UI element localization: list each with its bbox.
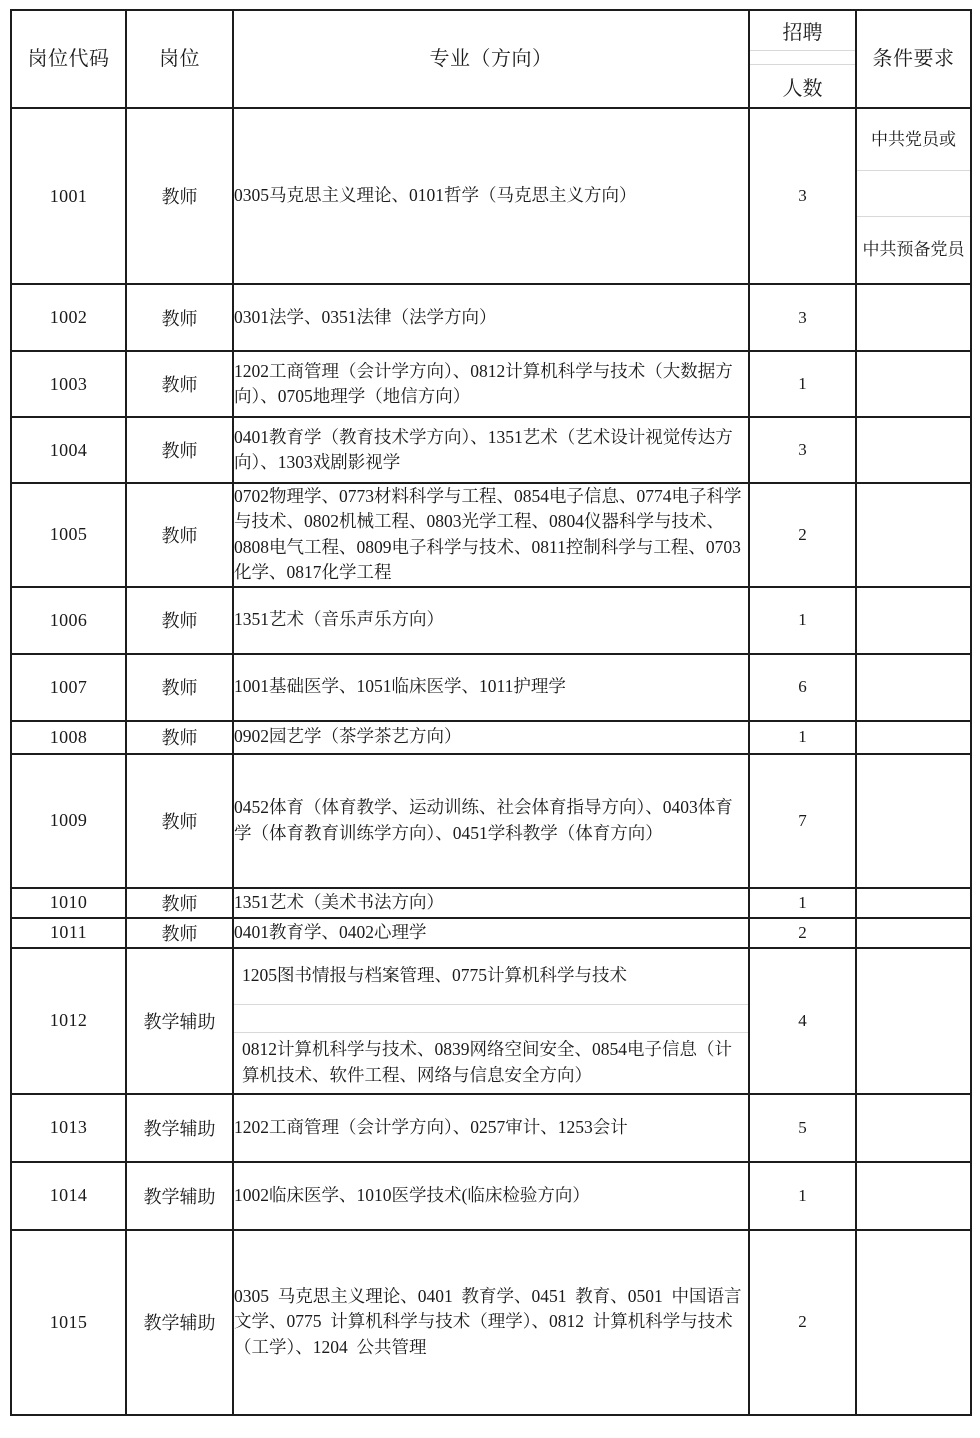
cell-major: 0452体育（体育教学、运动训练、社会体育指导方向）、0403体育学（体育教育训练学方向）、0451学科教学（体育方向） [233, 754, 749, 888]
cell-post: 教师 [126, 108, 233, 284]
cell-code: 1014 [11, 1162, 126, 1230]
cell-requirement [856, 1094, 971, 1162]
cell-post: 教学辅助 [126, 948, 233, 1094]
header-cell-requirement [856, 10, 971, 108]
cell-major: 1001基础医学、1051临床医学、1011护理学 [233, 654, 749, 721]
table-row [11, 754, 971, 888]
header-cell-number [749, 10, 856, 108]
requirement-part-spacer [857, 171, 970, 217]
cell-code: 1010 [11, 888, 126, 918]
table-row [11, 918, 971, 948]
table-row [11, 483, 971, 587]
cell-requirement [856, 888, 971, 918]
table-body [11, 108, 971, 1415]
header-label-requirement: 条件要求 [872, 47, 955, 70]
cell-code: 1003 [11, 351, 126, 417]
cell-post: 教学辅助 [126, 1094, 233, 1162]
cell-post: 教师 [126, 351, 233, 417]
table-row [11, 587, 971, 654]
requirement-part-top: 中共党员或 [857, 109, 970, 171]
cell-requirement [856, 948, 971, 1094]
cell-number: 7 [749, 754, 856, 888]
cell-post: 教师 [126, 721, 233, 754]
major-part-spacer [234, 1005, 748, 1033]
cell-major: 1002临床医学、1010医学技术(临床检验方向） [233, 1162, 749, 1230]
major-part-bottom: 0812计算机科学与技术、0839网络空间安全、0854电子信息（计算机技术、软件工程、网络与信息安全方向） [242, 1039, 732, 1085]
table-row [11, 888, 971, 918]
table-row [11, 284, 971, 351]
requirement-part-bottom: 中共预备党员 [862, 240, 965, 260]
cell-requirement [856, 1162, 971, 1230]
cell-number: 2 [749, 1230, 856, 1415]
cell-number: 1 [749, 351, 856, 417]
cell-major: 0301法学、0351法律（法学方向） [233, 284, 749, 351]
cell-major: 1202工商管理（会计学方向）、0257审计、1253会计 [233, 1094, 749, 1162]
cell-code: 1007 [11, 654, 126, 721]
table-row [11, 351, 971, 417]
cell-major: 0702物理学、0773材料科学与工程、0854电子信息、0774电子科学与技术、0802机械工程、0803光学工程、0804仪器科学与技术、0808电气工程、0809电子科学与技术、0811控制科学与工程、0703化学、0817化学工程 [233, 483, 749, 587]
table-row [11, 1094, 971, 1162]
cell-post: 教师 [126, 284, 233, 351]
cell-number: 6 [749, 654, 856, 721]
major-stack [234, 949, 748, 1093]
cell-number: 3 [749, 108, 856, 284]
cell-major: 0401教育学、0402心理学 [233, 918, 749, 948]
header-cell-code [11, 10, 126, 108]
cell-number: 3 [749, 417, 856, 483]
table-row [11, 721, 971, 754]
cell-requirement [856, 284, 971, 351]
cell-requirement [856, 754, 971, 888]
cell-number: 3 [749, 284, 856, 351]
cell-post: 教师 [126, 918, 233, 948]
cell-code: 1015 [11, 1230, 126, 1415]
cell-code: 1006 [11, 587, 126, 654]
requirement-stack [857, 109, 970, 283]
header-number-spacer [750, 51, 855, 65]
header-label-post: 岗位 [159, 47, 200, 70]
table-row [11, 1162, 971, 1230]
cell-post: 教师 [126, 417, 233, 483]
major-part-top: 1205图书情报与档案管理、0775计算机科学与技术 [234, 949, 748, 1005]
cell-requirement [856, 351, 971, 417]
cell-number: 4 [749, 948, 856, 1094]
table-row [11, 108, 971, 284]
recruitment-positions-table [10, 9, 972, 1416]
cell-post: 教师 [126, 654, 233, 721]
cell-requirement [856, 417, 971, 483]
header-cell-major [233, 10, 749, 108]
cell-number: 5 [749, 1094, 856, 1162]
cell-major [233, 948, 749, 1094]
cell-post: 教师 [126, 888, 233, 918]
cell-number: 2 [749, 918, 856, 948]
table-row [11, 417, 971, 483]
cell-requirement [856, 108, 971, 284]
cell-code: 1002 [11, 284, 126, 351]
cell-requirement [856, 483, 971, 587]
cell-requirement [856, 721, 971, 754]
cell-code: 1008 [11, 721, 126, 754]
cell-number: 1 [749, 1162, 856, 1230]
cell-code: 1012 [11, 948, 126, 1094]
cell-requirement [856, 1230, 971, 1415]
cell-major: 0305马克思主义理论、0101哲学（马克思主义方向） [233, 108, 749, 284]
table-row [11, 654, 971, 721]
cell-number: 1 [749, 721, 856, 754]
header-label-code: 岗位代码 [27, 47, 110, 70]
cell-code: 1013 [11, 1094, 126, 1162]
table-row [11, 948, 971, 1094]
header-number-stack [750, 11, 855, 107]
cell-post: 教学辅助 [126, 1162, 233, 1230]
cell-number: 1 [749, 888, 856, 918]
header-label-number-bottom: 人数 [782, 77, 823, 100]
cell-code: 1001 [11, 108, 126, 284]
cell-code: 1009 [11, 754, 126, 888]
cell-requirement [856, 918, 971, 948]
header-label-number-top: 招聘 [750, 11, 855, 51]
cell-code: 1005 [11, 483, 126, 587]
table-row [11, 1230, 971, 1415]
table-header [11, 10, 971, 108]
header-row [11, 10, 971, 108]
cell-major: 1351艺术（音乐声乐方向） [233, 587, 749, 654]
cell-post: 教师 [126, 754, 233, 888]
cell-major: 0401教育学（教育技术学方向）、1351艺术（艺术设计视觉传达方向）、1303戏剧影视学 [233, 417, 749, 483]
cell-number: 2 [749, 483, 856, 587]
cell-post: 教师 [126, 587, 233, 654]
cell-code: 1004 [11, 417, 126, 483]
header-label-major: 专业（方向） [429, 47, 553, 70]
cell-code: 1011 [11, 918, 126, 948]
cell-major: 1351艺术（美术书法方向） [233, 888, 749, 918]
cell-post: 教师 [126, 483, 233, 587]
cell-major: 0305 马克思主义理论、0401 教育学、0451 教育、0501 中国语言文学、0775 计算机科学与技术（理学）、0812 计算机科学与技术（工学）、1204 公共管理 [233, 1230, 749, 1415]
cell-post: 教学辅助 [126, 1230, 233, 1415]
cell-number: 1 [749, 587, 856, 654]
cell-major: 1202工商管理（会计学方向）、0812计算机科学与技术（大数据方向）、0705地理学（地信方向） [233, 351, 749, 417]
cell-requirement [856, 654, 971, 721]
header-cell-post [126, 10, 233, 108]
cell-major: 0902园艺学（茶学茶艺方向） [233, 721, 749, 754]
cell-requirement [856, 587, 971, 654]
